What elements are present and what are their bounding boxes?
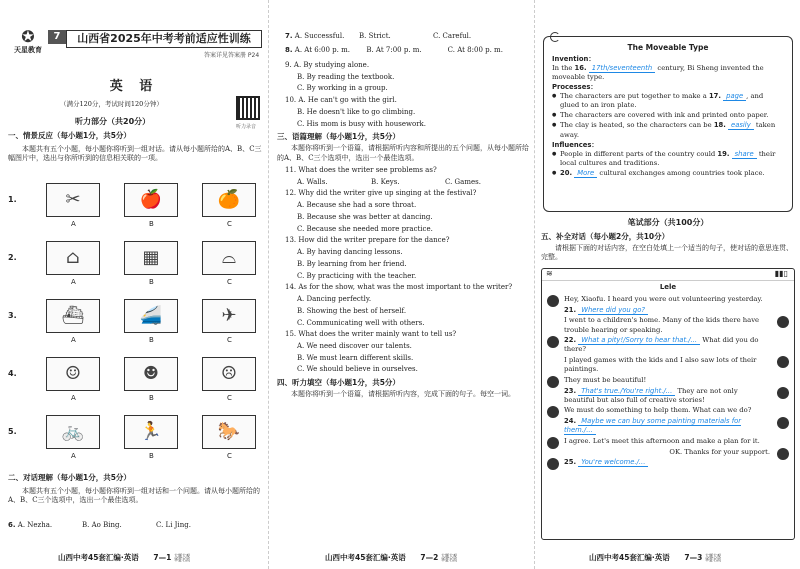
battery-icon: ▮▮▯ — [774, 269, 788, 278]
message-right: I played games with the kids and I also saw lots of their paintings. — [542, 356, 794, 374]
message-left: 25. You're welcome./... — [542, 458, 794, 467]
listening-header: 听力部分（共20分） — [75, 117, 151, 126]
message-left: 21. Where did you go? — [542, 306, 794, 315]
message-left: They must be beautiful! — [542, 376, 794, 385]
bicycle-icon[interactable]: 🚲 — [46, 415, 100, 449]
avatar-icon — [777, 316, 789, 328]
paper-title: 山西省2025年中考考前适应性训练 — [66, 30, 262, 48]
footer-page-3: 山西中考45套汇编·英语 7—3 大题大观 华夏名流 — [589, 552, 721, 562]
part3-instructions: 本题你将听到一个语篇，请根据所听内容和所提出的五个问题，从每小题所给的A、B、C三个选项中，选出一个最佳选项。 — [277, 144, 529, 162]
writing-header: 笔试部分（共100分） — [627, 218, 709, 227]
score-line: （满分120分，考试时间120分钟） — [60, 100, 163, 108]
question-9[interactable]: 9. A. By studying alone. — [285, 60, 370, 69]
part1-instructions: 本题共有五个小题，每小题你将听到一组对话。请从每小题所给的A、B、C三幅图片中，选出与你所听到的信息相关联的一项。 — [8, 145, 262, 163]
avatar-icon — [547, 336, 559, 348]
moveable-type-box: The Moveable Type Invention： In the 16. 17th/seventeenth century, Bi Sheng invented the moveable type. Processes： ● The characters are put together to make a 17. page , and glued to an iron plate. ● The characters are covered with ink and printed onto paper. ● The clay is heated, so the characters can be 18. easily taken away. Influences： ● People in different parts of the country could 19. share their local cultures and traditions. ● 20. More cultural exchanges among countries took place. — [543, 36, 793, 212]
qr-code[interactable] — [236, 96, 260, 120]
picture-question-1: 1. ✂ 🍎 🍊 A B C — [8, 183, 264, 223]
running-icon[interactable]: 🏃 — [124, 415, 178, 449]
answer-19[interactable]: share — [732, 150, 757, 159]
part1-heading: 一、情景反应（每小题1分，共5分） — [8, 131, 131, 140]
box-title: The Moveable Type — [627, 43, 709, 52]
subject-title: 英 语 — [109, 79, 159, 94]
wifi-icon: ≋ — [546, 269, 553, 278]
answer-24[interactable]: Maybe we can buy some painting materials for them./... — [564, 417, 742, 435]
question-7: 7. A. Successful. B. Strict. C. Careful. — [285, 32, 472, 40]
chat-title: Lele — [659, 283, 677, 291]
building-icon[interactable]: ▦ — [124, 241, 178, 275]
train-icon[interactable]: 🚄 — [124, 299, 178, 333]
sad-face-icon[interactable]: ☹ — [202, 357, 256, 391]
answer-22[interactable]: What a pity!/Sorry to hear that./... — [578, 336, 700, 345]
publisher-logo — [8, 28, 48, 64]
chat-window — [541, 268, 795, 540]
part2-instructions: 本题共有五个小题，每小题你将听到一组对话和一个问题。请从每小题所给的A、B、C三个选项中，选出一个最佳选项。 — [8, 487, 260, 505]
message-left: We must do something to help them. What can we do? — [542, 406, 794, 415]
answer-18[interactable]: easily — [728, 121, 754, 130]
blank-18-line: ● The clay is heated, so the characters can be 18. easily taken away. — [552, 121, 784, 139]
girl-face-icon[interactable]: ☻ — [124, 357, 178, 391]
part5-heading: 五、补全对话（每小题2分，共10分） — [541, 232, 670, 241]
message-right: I went to a children's home. Many of the kids there have trouble hearing or speaking. — [542, 316, 794, 334]
plane-icon[interactable]: ✈ — [202, 299, 256, 333]
avatar-icon — [777, 417, 789, 429]
avatar-icon — [547, 458, 559, 470]
page-number: 7—1 — [153, 552, 172, 562]
avatar-icon — [777, 387, 789, 399]
hat-icon[interactable]: ⌓ — [202, 241, 256, 275]
question-8: 8. A. At 6:00 p. m. B. At 7:00 p. m. C. At 8:00 p. m. — [285, 46, 503, 55]
boy-face-icon[interactable]: ☺ — [46, 357, 100, 391]
apple-icon[interactable]: 🍎 — [124, 183, 178, 217]
answer-20[interactable]: More — [574, 169, 597, 178]
message-right: OK. Thanks for your support. — [542, 448, 794, 457]
page-column-1 — [0, 0, 268, 569]
message-right: 24. Maybe we can buy some painting materials for them./... — [542, 417, 794, 435]
message-left: 22. What a pity!/Sorry to hear that./... What did you do there? — [542, 336, 794, 354]
paperclip-icon — [550, 32, 560, 42]
message-right: 23. That's true./You're right./... They are not only beautiful but also full of creative stories! — [542, 387, 794, 405]
part2-heading: 二、对话理解（每小题1分，共5分） — [8, 473, 131, 482]
questions-7-15: 7. A. Successful. B. Strict. C. Careful. 8. A. At 6:00 p. m. B. At 7:00 p. m. C. At 8:00 p. m. 9. A. By studying alone. B. By reading the textbook. C. By working in a group. 10. A. He can't go with the girl. B. He doesn't like to go climbing. C. His mom is busy with housework. 三、语篇理解（每小题1分，共5分） 本题你将听到一个语篇，请根据所听内容和所提出的五个问题，从每小题所给的A、B、C三个选项中，选出一个最佳选项。 11. What does the writer see problems as? A. Walls. B. Keys. C. Games. 12. Why did the writer give up singing at the festival? A. Because she had a sore throat. B. Because she was better at dancing. C. Because she needed more practice. 13. How did the writer prepare for the dance? A. By having dancing lessons. B. By learning from her friend. C. By practicing with the teacher. 14. As for the show, what was the most important to the writer? A. Dancing perfectly. B. Showing the best of herself. C. Communicating well with others. 15. What does the writer mainly want to tell us? A. We need discover our talents. B. We must learn different skills. C. We should believe in ourselves. 四、听力填空（每小题1分，共5分） 本题你将听到一个语篇，请根据所听内容，完成下面的句子。每空一词。 — [277, 32, 529, 399]
answer-key-ref: 答案详见答案册 P24 — [204, 52, 260, 59]
footer-page-1: 山西中考45套汇编·英语 7—1 大题大观 华夏名流 — [58, 552, 190, 562]
message-left: I agree. Let's meet this afternoon and make a plan for it. — [542, 437, 794, 446]
question-10[interactable]: 10. A. He can't go with the girl. — [285, 96, 397, 105]
part3-heading: 三、语篇理解（每小题1分，共5分） — [277, 131, 400, 141]
fruit-icon[interactable]: 🍊 — [202, 183, 256, 217]
question-15: 15. What does the writer mainly want to tell us? — [285, 330, 457, 339]
brand-name: 天星教育 — [14, 46, 42, 54]
answer-21[interactable]: Where did you go? — [578, 306, 648, 315]
answer-17[interactable]: page — [723, 92, 746, 101]
question-13: 13. How did the writer prepare for the dance? — [285, 236, 450, 245]
answer-23[interactable]: That's true./You're right./... — [578, 387, 675, 396]
question-12: 12. Why did the writer give up singing at the festival? — [285, 189, 477, 198]
part5-instructions: 请根据下面的对话内容，在空白处填上一个适当的句子，使对话的意思连贯、完整。 — [541, 244, 793, 262]
page-column-2 — [268, 0, 534, 569]
picture-question-3: 3. ⛴ 🚄 ✈ A B C — [8, 299, 264, 339]
ship-icon[interactable]: ⛴ — [46, 299, 100, 333]
avatar-icon — [777, 356, 789, 368]
page-number: 7—3 — [684, 552, 703, 562]
qr-caption: 听力录音 — [236, 124, 257, 130]
footer-page-2: 山西中考45套汇编·英语 7—2 大题大观 华夏名流 — [325, 552, 457, 562]
question-6: 6. A. Nezha. B. Ao Bing. C. Li Jing. — [8, 521, 191, 529]
part4-heading: 四、听力填空（每小题1分，共5分） — [277, 377, 400, 387]
question-11: 11. What does the writer see problems as? — [285, 165, 437, 174]
blank-20-line: ● 20. More cultural exchanges among countries took place. — [552, 169, 784, 178]
horse-icon[interactable]: 🐎 — [202, 415, 256, 449]
blank-17-line: ● The characters are put together to make a 17. page , and glued to an iron plate. — [552, 92, 784, 110]
page-column-3 — [534, 0, 800, 569]
message-left: Hey, Xiaofu. I heard you were out volunteering yesterday. — [542, 295, 794, 304]
blank-19-line: ● People in different parts of the country could 19. share their local cultures and traditions. — [552, 150, 784, 168]
blank-16-line: In the 16. 17th/seventeenth century, Bi Sheng invented the moveable type. — [552, 64, 764, 82]
picture-question-2: 2. ⌂ ▦ ⌓ A B C — [8, 241, 264, 281]
part4-instructions: 本题你将听到一个语篇，请根据所听内容，完成下面的句子。每空一词。 — [291, 390, 515, 399]
chat-messages — [542, 295, 794, 469]
page-number: 7—2 — [420, 552, 439, 562]
picture-question-5: 5. 🚲 🏃 🐎 A B C — [8, 415, 264, 455]
question-14: 14. As for the show, what was the most important to the writer? — [285, 283, 513, 292]
picture-question-4: 4. ☺ ☻ ☹ A B C — [8, 357, 264, 397]
paper-header — [8, 28, 264, 64]
paper-number: 7 — [48, 30, 66, 44]
answer-16[interactable]: 17th/seventeenth — [589, 64, 655, 73]
star-icon: ✪ — [21, 27, 35, 46]
house-icon[interactable]: ⌂ — [46, 241, 100, 275]
status-bar — [542, 269, 794, 281]
answer-25[interactable]: You're welcome./... — [578, 458, 648, 467]
scissors-icon[interactable]: ✂ — [46, 183, 100, 217]
